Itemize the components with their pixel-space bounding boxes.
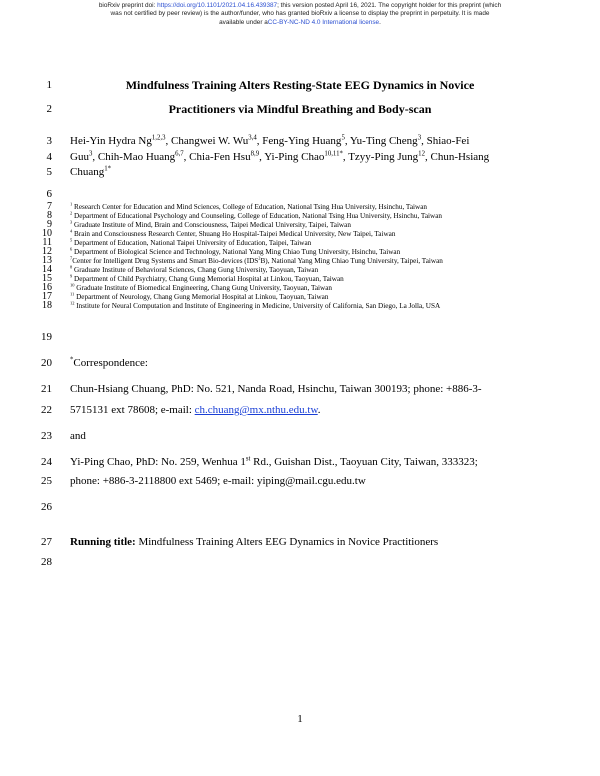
affiliation: $^8$ Graduate Institute of Behavioral Sciences, Chang Gung University, Taoyuan, Taiwan (70, 264, 319, 274)
line-number: 2 (46, 103, 52, 115)
preprint-header (0, 2, 600, 27)
line-number: 22 (41, 404, 52, 416)
correspondence-label: *Correspondence: (70, 356, 148, 369)
affiliation: $^7$Center for Intelligent Drug Systems and Smart Bio-devices (IDS$^2$B), National Yang Ming Chiao Tung University, Taipei, Taiwan (70, 255, 443, 265)
affiliation: $^2$ Department of Educational Psychology and Counseling, College of Education, National Tsing Hua University, Hsinchu, Taiwan (70, 210, 442, 220)
correspondence-2-line-1: Yi-Ping Chao, PhD: No. 259, Wenhua 1st Rd., Guishan Dist., Taoyuan City, Taiwan, 333323; (70, 455, 478, 468)
line-number: 19 (41, 331, 52, 343)
affiliation: $^3$ Graduate Institute of Mind, Brain and Consciousness, Taipei Medical University, Taipei, Taiwan (70, 219, 351, 229)
correspondence-1-line-2: 5715131 ext 78608; e-mail: ch.chuang@mx.nthu.edu.tw. (70, 404, 321, 416)
line-number: 4 (46, 151, 52, 163)
line-number: 28 (41, 556, 52, 568)
author-list-line-3: Chuang$^{1*}$ (70, 165, 112, 178)
author-list-line-1: Hei-Yin Hydra Ng$^{1,2,3}$, Changwei W. Wu$^{3,4}$, Feng-Ying Huang$^5$, Yu-Ting Cheng$^3$, Shiao-Fei (70, 134, 470, 147)
license-link[interactable]: CC-BY-NC-ND 4.0 International license (267, 18, 380, 26)
header-line-2: was not certified by peer review) is the author/funder, who has granted bioRxiv a license to display the preprint in perpetuity. It is made (110, 10, 490, 18)
line-number: 16 (42, 282, 52, 293)
line-number: 24 (41, 456, 52, 468)
affiliation: $^9$ Department of Child Psychiatry, Chang Gung Memorial Hospital at Linkou, Taoyuan, Taiwan (70, 273, 344, 283)
doi-link[interactable]: https://doi.org/10.1101/2021.04.16.439387 (157, 2, 278, 9)
line-number: 26 (41, 501, 52, 513)
line-number: 9 (47, 219, 52, 230)
affiliation: $^6$ Department of Biological Science and Technology, National Yang Ming Chiao Tung University, Hsinchu, Taiwan (70, 246, 401, 256)
line-number: 13 (42, 255, 52, 266)
affiliation: $^1$ Research Center for Education and Mind Sciences, College of Education, National Tsing Hua University, Hsinchu, Taiwan (70, 201, 427, 211)
line-number: 21 (41, 383, 52, 395)
affiliation: $^4$ Brain and Consciousness Research Center, Shuang Ho Hospital-Taipei Medical University, New Taipei, Taiwan (70, 228, 396, 238)
affiliation: $^5$ Department of Education, National Taipei University of Education, Taipei, Taiwan (70, 237, 312, 247)
correspondence-2-line-2: phone: +886-3-2118800 ext 5469; e-mail: yiping@mail.cgu.edu.tw (70, 475, 366, 487)
running-title: Running title: Mindfulness Training Alters EEG Dynamics in Novice Practitioners (70, 536, 439, 548)
line-number: 17 (42, 291, 52, 302)
line-number: 23 (41, 430, 52, 442)
paper-title-line-2: Practitioners via Mindful Breathing and Body-scan (168, 102, 432, 116)
line-number: 10 (42, 228, 52, 239)
email-link[interactable]: ch.chuang@mx.nthu.edu.tw (194, 404, 318, 416)
line-number: 7 (47, 201, 52, 212)
line-number: 1 (46, 79, 52, 91)
page-number: 1 (297, 713, 303, 725)
affiliation: $^{10}$ Graduate Institute of Biomedical Engineering, Chang Gung University, Taoyuan, Taiwan (70, 282, 332, 292)
line-number: 20 (41, 357, 52, 369)
line-number: 18 (42, 300, 52, 311)
paper-title-line-1: Mindfulness Training Alters Resting-State EEG Dynamics in Novice (125, 78, 475, 92)
header-line-3: available under aCC-BY-NC-ND 4.0 International license. (219, 18, 381, 26)
correspondence-1-line-1: Chun-Hsiang Chuang, PhD: No. 521, Nanda Road, Hsinchu, Taiwan 300193; phone: +886-3- (70, 383, 482, 395)
header-line-1: bioRxiv preprint doi: https://doi.org/10.1101/2021.04.16.439387; this version posted April 16, 2021. The copyright holder for this preprint (which (98, 2, 502, 9)
line-number: 14 (42, 264, 52, 275)
line-number: 6 (46, 188, 52, 200)
line-number: 12 (42, 246, 52, 257)
line-number: 27 (41, 536, 52, 548)
line-number: 15 (42, 273, 52, 284)
affiliation: $^{11}$ Department of Neurology, Chang Gung Memorial Hospital at Linkou, Taoyuan, Taiwan (70, 291, 329, 301)
affiliation: $^{12}$ Institute for Neural Computation and Institute of Engineering in Medicine, University of California, San Diego, La Jolla, USA (70, 300, 441, 310)
line-number: 11 (42, 237, 52, 248)
line-number: 3 (46, 135, 52, 147)
correspondence-and: and (70, 430, 86, 442)
author-list-line-2: Guu$^3$, Chih-Mao Huang$^{6,7}$, Chia-Fen Hsu$^{8,9}$, Yi-Ping Chao$^{10,11*}$, Tzyy-Ping Jung$^{12}$, Chun-Hsiang (70, 150, 490, 163)
line-number: 5 (46, 166, 52, 178)
line-number: 25 (41, 475, 52, 487)
line-number: 8 (47, 210, 52, 221)
